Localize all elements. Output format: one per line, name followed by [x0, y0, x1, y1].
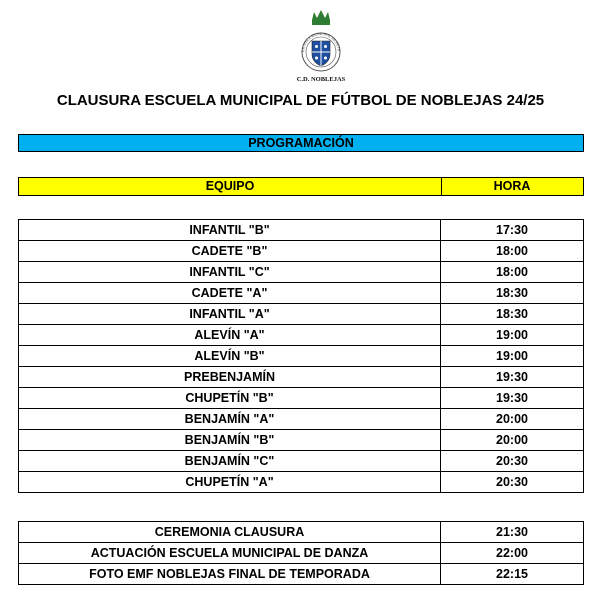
page-title: CLAUSURA ESCUELA MUNICIPAL DE FÚTBOL DE NOBLEJAS 24/25 [56, 92, 545, 109]
table-row [19, 367, 584, 388]
team-cell: CADETE "B" [19, 241, 441, 262]
table-row [19, 262, 584, 283]
team-cell: PREBENJAMÍN [19, 367, 441, 388]
table-row [19, 522, 584, 543]
table-header [18, 177, 584, 196]
team-cell: CHUPETÍN "B" [19, 388, 441, 409]
programacion-banner: PROGRAMACIÓN [18, 134, 584, 152]
time-cell: 19:30 [441, 367, 584, 388]
time-cell: 20:30 [441, 451, 584, 472]
time-cell: 22:00 [441, 543, 584, 564]
time-cell: 18:30 [441, 304, 584, 325]
time-cell: 17:30 [441, 220, 584, 241]
team-cell: ACTUACIÓN ESCUELA MUNICIPAL DE DANZA [19, 543, 441, 564]
table-row [19, 325, 584, 346]
table-row [19, 451, 584, 472]
table-row [19, 564, 584, 585]
time-cell: 18:00 [441, 241, 584, 262]
table-row [19, 241, 584, 262]
team-cell: INFANTIL "B" [19, 220, 441, 241]
table-row [19, 543, 584, 564]
svg-text:C.D. NOBLEJAS: C.D. NOBLEJAS [296, 76, 346, 83]
time-cell: 18:00 [441, 262, 584, 283]
table-row [19, 304, 584, 325]
time-cell: 20:30 [441, 472, 584, 493]
table-row [19, 283, 584, 304]
header-time: HORA [493, 179, 531, 193]
team-cell: INFANTIL "A" [19, 304, 441, 325]
table-row [19, 472, 584, 493]
team-cell: ALEVÍN "A" [19, 325, 441, 346]
svg-text:ESCUELA MUNICIPAL DE FUTBOL: ESCUELA MUNICIPAL DE FUTB [300, 31, 342, 53]
time-cell: 20:00 [441, 430, 584, 451]
team-cell: FOTO EMF NOBLEJAS FINAL DE TEMPORADA [19, 564, 441, 585]
table-row [19, 220, 584, 241]
team-cell: INFANTIL "C" [19, 262, 441, 283]
team-cell: BENJAMÍN "A" [19, 409, 441, 430]
header-team: EQUIPO [19, 178, 442, 195]
team-cell: CADETE "A" [19, 283, 441, 304]
time-cell: 18:30 [441, 283, 584, 304]
events-schedule-table [18, 521, 584, 585]
club-logo [282, 8, 360, 86]
team-cell: ALEVÍN "B" [19, 346, 441, 367]
time-cell: 19:00 [441, 346, 584, 367]
time-cell: 19:00 [441, 325, 584, 346]
table-row [19, 346, 584, 367]
time-cell: 22:15 [441, 564, 584, 585]
time-cell: 21:30 [441, 522, 584, 543]
team-cell: BENJAMÍN "B" [19, 430, 441, 451]
time-cell: 19:30 [441, 388, 584, 409]
table-row [19, 388, 584, 409]
time-cell: 20:00 [441, 409, 584, 430]
team-cell: CHUPETÍN "A" [19, 472, 441, 493]
teams-schedule-table [18, 219, 584, 493]
team-cell: CEREMONIA CLAUSURA [19, 522, 441, 543]
team-cell: BENJAMÍN "C" [19, 451, 441, 472]
table-row [19, 430, 584, 451]
table-row [19, 409, 584, 430]
